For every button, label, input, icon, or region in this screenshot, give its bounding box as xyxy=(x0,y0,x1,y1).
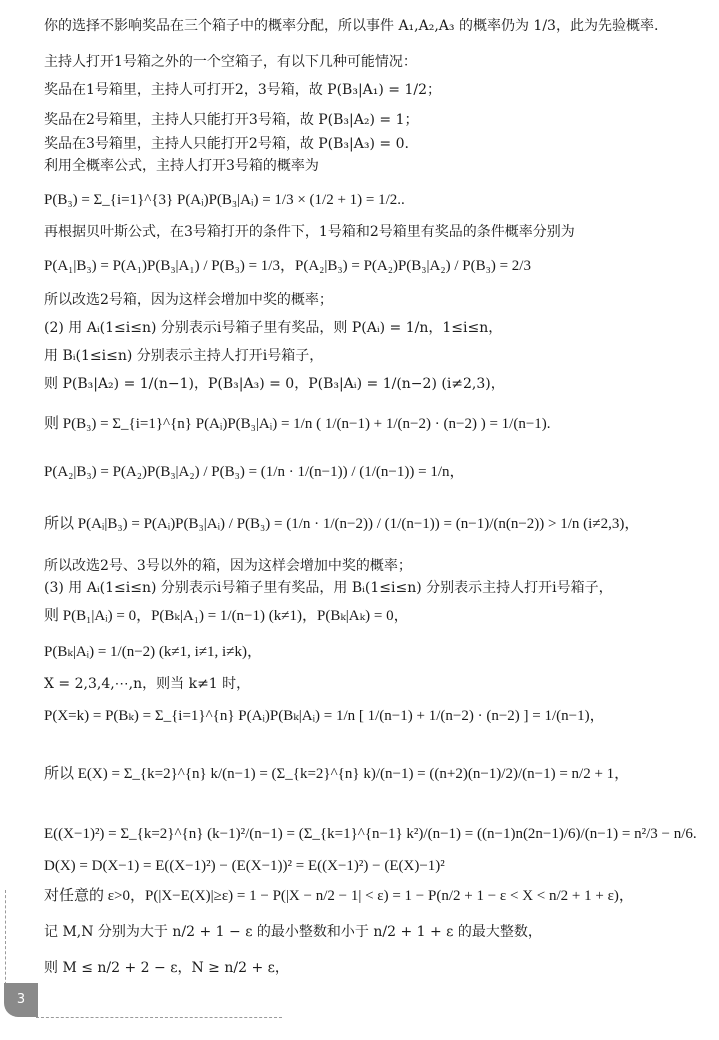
text-line: 你的选择不影响奖品在三个箱子中的概率分配，所以事件 A₁,A₂,A₃ 的概率仍为 1/3，此为先验概率. xyxy=(44,18,659,34)
text-line: (3) 用 Aᵢ(1≤i≤n) 分别表示i号箱子里有奖品，用 Bᵢ(1≤i≤n) 分别表示主持人打开i号箱子， xyxy=(44,580,613,596)
formula-line: E((X−1)²) = Σ_{k=2}^{n} (k−1)²/(n−1) = (Σ_{k=1}^{n−1} k²)/(n−1) = ((n−1)n(2n−1)/6)/(n−1) = n²/3 − n/6. xyxy=(44,826,697,842)
formula-line: 所以 E(X) = Σ_{k=2}^{n} k/(n−1) = (Σ_{k=2}^{n} k)/(n−1) = ((n+2)(n−1)/2)/(n−1) = n/2 + 1， xyxy=(44,766,630,782)
formula-line: P(Bₖ|Aᵢ) = 1/(n−2) (k≠1, i≠1, i≠k)， xyxy=(44,644,262,660)
formula-line: P(A₁|B₃) = P(A₁)P(B₃|A₁) / P(B₃) = 1/3，P(A₂|B₃) = P(A₂)P(B₃|A₂) / P(B₃) = 2/3 xyxy=(44,258,531,274)
text-line: 则 P(B₃|A₂) = 1/(n−1)，P(B₃|A₃) = 0，P(B₃|Aᵢ) = 1/(n−2) (i≠2,3)， xyxy=(44,376,505,392)
text-line: 用 Bᵢ(1≤i≤n) 分别表示主持人打开i号箱子， xyxy=(44,348,324,364)
formula-line: D(X) = D(X−1) = E((X−1)²) − (E(X−1))² = E((X−1)²) − (E(X)−1)² xyxy=(44,858,445,874)
formula-line: P(B₃) = Σ_{i=1}^{3} P(Aᵢ)P(B₃|Aᵢ) = 1/3 × (1/2 + 1) = 1/2.. xyxy=(44,192,405,208)
text-line: 利用全概率公式，主持人打开3号箱的概率为 xyxy=(44,158,319,174)
text-line: 所以改选2号、3号以外的箱，因为这样会增加中奖的概率； xyxy=(44,558,412,574)
text-line: X = 2,3,4,⋯,n，则当 k≠1 时， xyxy=(44,676,251,692)
formula-line: P(A₂|B₃) = P(A₂)P(B₃|A₂) / P(B₃) = (1/n · 1/(n−1)) / (1/(n−1)) = 1/n， xyxy=(44,464,465,480)
text-line: 所以改选2号箱，因为这样会增加中奖的概率； xyxy=(44,292,333,308)
text-line: 奖品在3号箱里，主持人只能打开2号箱，故 P(B₃|A₃) = 0. xyxy=(44,136,409,152)
text-line: 再根据贝叶斯公式，在3号箱打开的条件下，1号箱和2号箱里有奖品的条件概率分别为 xyxy=(44,224,575,240)
page-footer-rule xyxy=(36,1017,282,1018)
text-line: 记 M,N 分别为大于 n/2 + 1 − ε 的最小整数和小于 n/2 + 1 + ε 的最大整数， xyxy=(44,924,542,940)
formula-line: 所以 P(Aᵢ|B₃) = P(Aᵢ)P(B₃|Aᵢ) / P(B₃) = (1/n · 1/(n−2)) / (1/(n−1)) = (n−1)/(n(n−2)) > 1/n (i≠2,3)， xyxy=(44,516,640,532)
formula-line: 对任意的 ε>0，P(|X−E(X)|≥ε) = 1 − P(|X − n/2 − 1| < ε) = 1 − P(n/2 + 1 − ε < X < n/2 + 1 + ε)， xyxy=(44,888,634,904)
text-line: 奖品在2号箱里，主持人只能打开3号箱，故 P(B₃|A₂) = 1； xyxy=(44,112,419,128)
formula-line: P(X=k) = P(Bₖ) = Σ_{i=1}^{n} P(Aᵢ)P(Bₖ|Aᵢ) = 1/n [ 1/(n−1) + 1/(n−2) · (n−2) ] = 1/(n−1)， xyxy=(44,708,605,724)
text-line: 则 M ≤ n/2 + 2 − ε，N ≥ n/2 + ε， xyxy=(44,960,289,976)
text-line: 奖品在1号箱里，主持人可打开2，3号箱，故 P(B₃|A₁) = 1/2； xyxy=(44,82,442,98)
formula-line: 则 P(B₁|Aᵢ) = 0，P(Bₖ|A₁) = 1/(n−1) (k≠1)，P(Bₖ|Aₖ) = 0， xyxy=(44,608,409,624)
text-line: (2) 用 Aᵢ(1≤i≤n) 分别表示i号箱子里有奖品，则 P(Aᵢ) = 1/n，1≤i≤n， xyxy=(44,320,503,336)
page-number: 3 xyxy=(4,983,38,1017)
page-margin-decoration xyxy=(5,890,6,990)
formula-line: 则 P(B₃) = Σ_{i=1}^{n} P(Aᵢ)P(B₃|Aᵢ) = 1/n ( 1/(n−1) + 1/(n−2) · (n−2) ) = 1/(n−1). xyxy=(44,416,551,432)
text-line: 主持人打开1号箱之外的一个空箱子，有以下几种可能情况： xyxy=(44,54,417,70)
